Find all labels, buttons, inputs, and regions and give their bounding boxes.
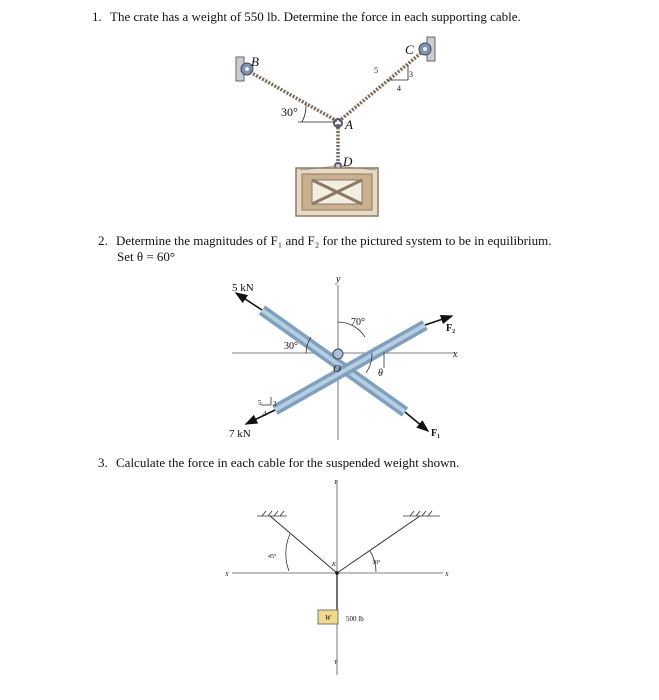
slope2-rise: 3	[273, 400, 277, 408]
wall-support-c	[419, 37, 435, 61]
problem-3-statement: Calculate the force in each cable for the suspended weight shown.	[116, 455, 460, 470]
label-theta: θ	[378, 368, 383, 379]
slope2-hyp: 5	[258, 399, 262, 407]
problem-2-statement: Determine the magnitudes of F₁ and F₂ for the pictured system to be in equilibrium.	[116, 233, 552, 248]
problem-2-number: 2.	[98, 233, 108, 248]
ceiling-support-left	[257, 511, 287, 516]
knot-k	[335, 571, 339, 575]
label-y-axis: y	[336, 274, 341, 285]
label-y-top: Y	[334, 480, 338, 486]
crate	[296, 166, 378, 216]
label-30c: 30°	[372, 560, 381, 566]
slope-rise: 3	[409, 70, 413, 79]
figure-1-crate-cables	[236, 37, 435, 216]
label-f2: F₂	[446, 323, 456, 334]
slope-hyp: 5	[374, 66, 378, 75]
label-30b: 30°	[284, 341, 298, 352]
joint-o	[333, 349, 343, 359]
problem-1-statement: The crate has a weight of 550 lb. Determine the force in each supporting cable.	[110, 9, 521, 24]
angle-arc-45	[286, 534, 290, 571]
label-origin: O	[333, 363, 341, 375]
label-k: K	[332, 562, 337, 568]
label-x-left: X	[225, 572, 229, 578]
cable-left	[270, 516, 337, 573]
label-x-right: X	[445, 572, 449, 578]
label-f1: F₁	[431, 428, 441, 439]
angle-arc-30	[302, 104, 306, 122]
label-5kn: 5 kN	[232, 282, 254, 294]
label-y-bottom: Y	[334, 660, 338, 666]
label-d: D	[343, 154, 353, 169]
arrow-7kn	[246, 410, 275, 424]
problem-2-setting: Set θ = 60°	[117, 249, 176, 264]
slope-triangle-2	[261, 397, 271, 405]
slope-run: 4	[397, 84, 401, 93]
label-b: B	[251, 54, 259, 69]
label-c: C	[405, 42, 414, 57]
arrow-5kn	[236, 293, 262, 310]
slope2-run: 4	[263, 410, 267, 418]
arrow-f1	[405, 412, 428, 431]
label-weight: W	[325, 614, 331, 622]
label-70: 70°	[351, 317, 365, 328]
label-angle-30: 30°	[281, 105, 298, 119]
ceiling-support-right	[403, 511, 440, 516]
label-x-axis: x	[453, 349, 458, 360]
figure-2-force-system	[229, 274, 458, 440]
label-7kn: 7 kN	[229, 428, 251, 440]
label-a: A	[345, 117, 353, 132]
problem-1-number: 1.	[92, 9, 102, 24]
label-45: 45°	[268, 554, 277, 560]
label-weight-value: 500 lb	[346, 615, 364, 623]
cable-ac	[339, 53, 421, 121]
figure-3-suspended-weight	[224, 480, 449, 675]
problem-3-number: 3.	[98, 455, 108, 470]
